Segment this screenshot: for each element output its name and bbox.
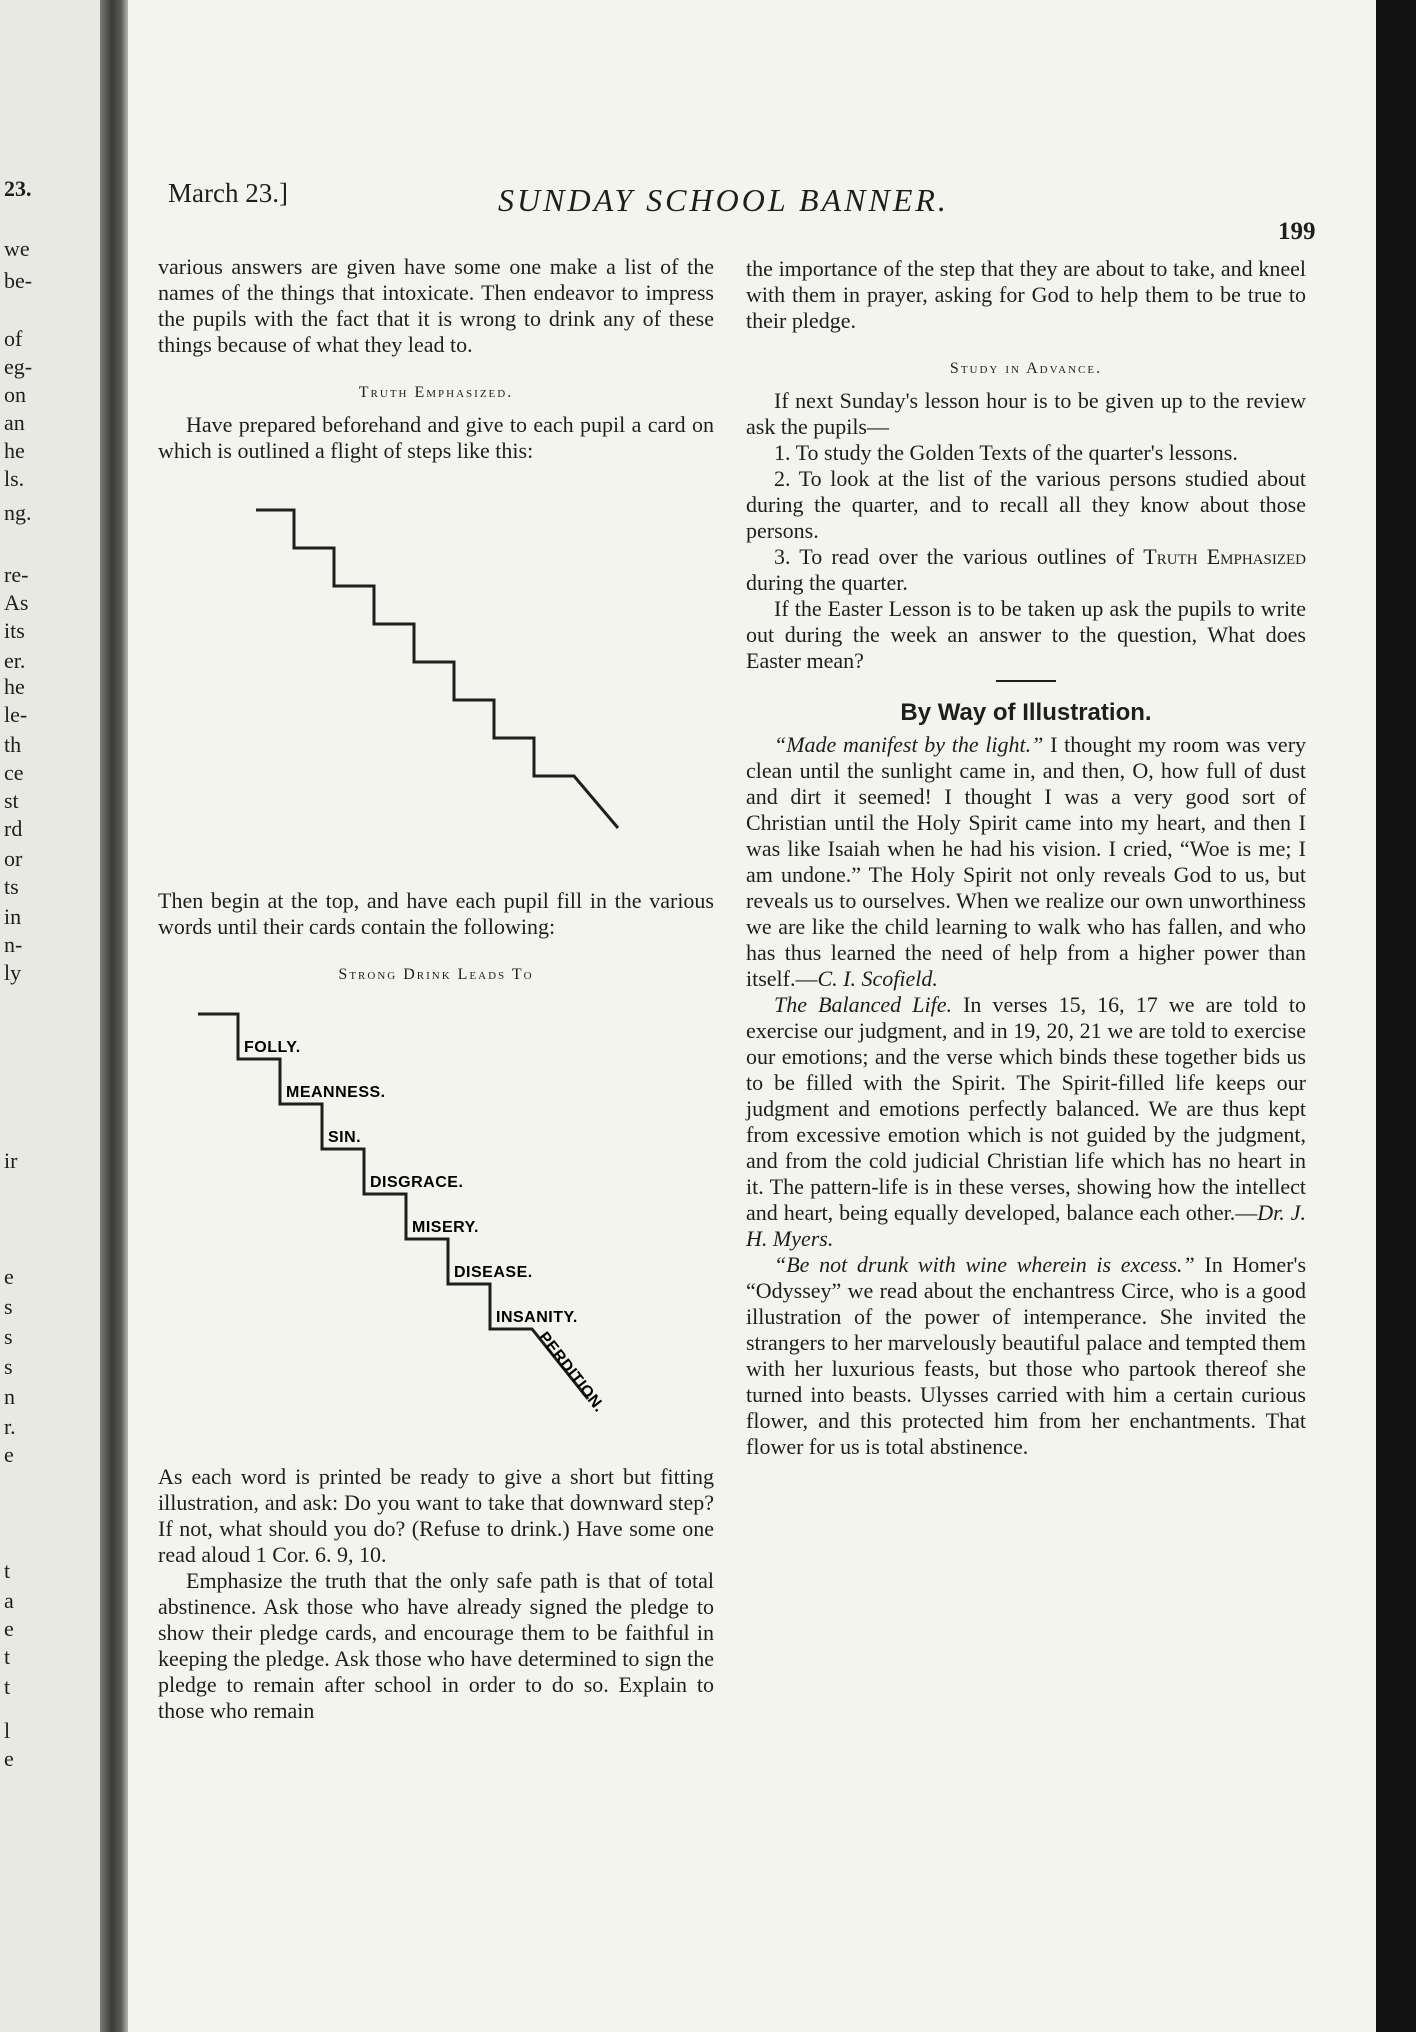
strong-drink-heading: Strong Drink Leads To — [338, 966, 534, 983]
margin-fragment: ly — [4, 960, 22, 985]
margin-fragment: ir — [4, 1148, 18, 1173]
margin-fragment: ts — [4, 874, 19, 899]
truth-emphasized-heading: Truth Emphasized. — [358, 384, 514, 401]
fill-paragraph: Then begin at the top, and have each pupil fill in the various words until their cards contain the following: — [158, 888, 714, 939]
margin-fragment: ls. — [4, 466, 25, 491]
step-label: MISERY. — [412, 1219, 479, 1236]
emphasize-paragraph: Emphasize the truth that the only safe path is that of total abstinence. Ask those who have already signed the pledge to show their pledge cards, and encourage them to be faithful in keeping the pledge. Ask those who have determined to sign the pledge to remain after school in order to do so. Explain to those who remain — [158, 1568, 714, 1723]
margin-fragment: ng. — [4, 500, 32, 525]
margin-fragment: n — [4, 1384, 15, 1409]
printed-paragraph: As each word is printed be ready to give a short but fitting illustration, and ask: Do you want to take that downward step? If not, what should you do? (Refuse to drink.) Have some one read aloud 1 Cor. 6. 9, 10. — [158, 1464, 714, 1567]
margin-fragment: t — [4, 1644, 11, 1669]
scan-border — [1376, 0, 1416, 2032]
illustration-paragraph: “Made manifest by the light.” I thought my room was very clean until the sunlight came in, and then, O, how full of dust and dirt it seemed! I thought I was a very good sort of Christian until the Holy Spirit came into my heart, and then I was like Isaiah when he had his vision. I cried, “Woe is me; I am undone.” The Holy Spirit not only reveals God to us, but reveals us to ourselves. When we realize our own unworthiness we are like the child learning to walk who has fallen, and who has thus learned the need of help from a higher power than itself.—C. I. Scofield. — [746, 732, 1307, 991]
margin-fragment: or — [4, 846, 23, 871]
illustration-paragraph: The Balanced Life. In verses 15, 16, 17 we are told to exercise our judgment, and in 19, 20, 21 we are told to exercise our emotions; and the verse which binds these together bids us to be filled with the Spirit. The Spirit-filled life keeps our judgment and emotions perfectly balanced. We are thus kept from excessive emotion which is not guided by the judgment, and from the cold judicial Christian life which has no heart in it. The pattern-life is in these verses, showing how the intellect and heart, being equally developed, balance each other.—Dr. J. H. Myers. — [746, 992, 1306, 1251]
margin-fragment: an — [4, 410, 25, 435]
margin-fragment: in — [4, 904, 22, 929]
margin-fragment: he — [4, 438, 25, 463]
margin-fragment: As — [4, 590, 29, 615]
margin-fragment: ce — [4, 760, 24, 785]
step-label: SIN. — [328, 1129, 362, 1146]
step-label: MEANNESS. — [286, 1084, 386, 1101]
margin-fragment: he — [4, 674, 25, 699]
intro-paragraph: various answers are given have some one make a list of the names of the things that intoxicate. Then endeavor to impress the pupils with the fact that it is wrong to drink any of these things because of what they lead to. — [158, 254, 714, 357]
book-gutter — [100, 0, 130, 2032]
labeled-steps-line — [198, 1014, 588, 1399]
left-column — [158, 254, 714, 1724]
step-label: FOLLY. — [244, 1039, 301, 1056]
blank-steps-figure — [158, 468, 714, 888]
margin-fragment: er. — [4, 648, 26, 673]
margin-fragment: r. — [4, 1414, 16, 1439]
step-label: DISGRACE. — [370, 1174, 464, 1191]
margin-fragment: le- — [4, 702, 28, 727]
step-label: DISEASE. — [454, 1264, 533, 1281]
easter-paragraph: If the Easter Lesson is to be taken up ask the pupils to write out during the week an answer to the question, What does Easter mean? — [746, 596, 1306, 673]
margin-fragment: s — [4, 1324, 13, 1349]
margin-fragment: be- — [4, 268, 33, 293]
margin-fragment: th — [4, 732, 22, 757]
margin-fragment: a — [4, 1588, 14, 1613]
step-label: PERDITION. — [534, 1328, 608, 1416]
right-column — [746, 256, 1306, 1460]
section-divider — [996, 680, 1056, 682]
margin-fragment: e — [4, 1442, 14, 1467]
study-in-advance-heading: Study in Advance. — [949, 360, 1103, 377]
labeled-steps-figure — [158, 994, 714, 1464]
margin-fragment: e — [4, 1264, 14, 1289]
by-way-of-illustration-heading: By Way of Illustration. — [900, 699, 1152, 726]
margin-fragment: n- — [4, 932, 23, 957]
margin-fragment: e — [4, 1746, 14, 1771]
margin-fragment: eg- — [4, 354, 33, 379]
page — [128, 0, 1376, 2032]
illustration-paragraph: “Be not drunk with wine wherein is excess.” In Homer's “Odyssey” we read about the enchantress Circe, who is a good illustration of the power of intemperance. She invited the strangers to her marvelously beautiful palace and tempted them with her luxurious feasts, but those who partook thereof she turned into beasts. Ulysses carried with him a certain curious flower, and this protected him from her enchantments. That flower for us is total abstinence. — [746, 1252, 1307, 1459]
page-number: 199 — [1278, 218, 1316, 245]
blank-steps-line — [256, 510, 618, 828]
margin-fragment: 23. — [4, 176, 32, 201]
study-intro: If next Sunday's lesson hour is to be given up to the review ask the pupils— — [746, 388, 1306, 439]
study-item: 3. To read over the various outlines of Truth Emphasized during the quarter. — [746, 544, 1307, 595]
study-item: 2. To look at the list of the various persons studied about during the quarter, and to recall all they know about those persons. — [746, 466, 1306, 543]
study-item: 1. To study the Golden Texts of the quarter's lessons. — [774, 440, 1238, 465]
truth-paragraph: Have prepared beforehand and give to each pupil a card on which is outlined a flight of steps like this: — [158, 412, 714, 463]
margin-fragment: we — [4, 236, 30, 261]
header-title: SUNDAY SCHOOL BANNER. — [498, 182, 949, 218]
margin-fragment: t — [4, 1558, 11, 1583]
continued-paragraph: the importance of the step that they are about to take, and kneel with them in prayer, asking for God to help them to be true to their pledge. — [746, 256, 1306, 333]
margin-fragment: t — [4, 1674, 11, 1699]
margin-fragment: on — [4, 382, 26, 407]
margin-fragment: s — [4, 1354, 13, 1379]
margin-fragment: e — [4, 1616, 14, 1641]
margin-fragment: s — [4, 1294, 13, 1319]
header-date: March 23.] — [168, 178, 288, 208]
margin-fragment: l — [4, 1718, 11, 1743]
margin-fragment: st — [4, 788, 19, 813]
margin-fragment: rd — [4, 816, 23, 841]
margin-fragment: its — [4, 618, 25, 643]
margin-fragment: of — [4, 326, 23, 351]
step-label: INSANITY. — [496, 1309, 578, 1326]
margin-fragment: re- — [4, 562, 29, 587]
